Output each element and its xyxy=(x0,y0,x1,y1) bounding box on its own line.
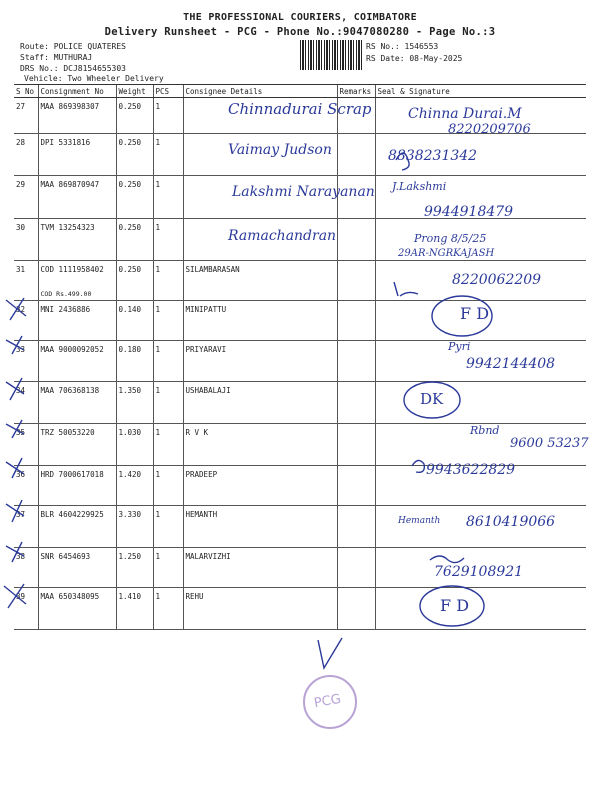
row-weight xyxy=(116,176,153,219)
row-consignment-no-text: DPI 5331816 xyxy=(40,138,91,147)
handwritten-signature: 8838231342 xyxy=(388,148,478,164)
row-consignee xyxy=(183,588,337,630)
handwritten-signature: Prong 8/5/25 xyxy=(414,232,487,245)
row-consignee-text: MINIPATTU xyxy=(185,305,227,314)
row-consignment-no xyxy=(38,98,116,134)
row-consignment-no xyxy=(38,261,116,301)
cod-amount: COD Rs.499.00 xyxy=(40,290,92,298)
row-weight xyxy=(116,548,153,588)
row-pcs xyxy=(153,588,183,630)
row-weight xyxy=(116,134,153,176)
company-title: THE PROFESSIONAL COURIERS, COIMBATORE xyxy=(183,12,417,23)
row-consignment-no xyxy=(38,219,116,261)
row-weight-text: 0.250 xyxy=(118,138,142,147)
row-sno xyxy=(14,548,38,588)
fd-stamp-text: F D xyxy=(460,304,490,323)
table-row xyxy=(14,424,586,466)
row-consignment-no-text: SNR 6454693 xyxy=(40,552,91,561)
dk-stamp-text: DK xyxy=(420,390,444,408)
row-sno-text: 39 xyxy=(16,592,26,601)
runsheet-title: Delivery Runsheet - PCG - Phone No.:9047080280 - Page No.:3 xyxy=(104,26,496,38)
row-sno xyxy=(14,424,38,466)
row-remarks xyxy=(337,134,375,176)
row-sno xyxy=(14,219,38,261)
row-remarks xyxy=(337,588,375,630)
row-weight-text: 1.030 xyxy=(118,428,142,437)
table-row xyxy=(14,301,586,341)
handwritten-signature: 29AR-NGRKAJASH xyxy=(398,248,495,259)
row-weight-text: 0.180 xyxy=(118,345,142,354)
handwritten-phone: 8220209706 xyxy=(448,122,531,137)
row-consignment-no-text: MAA 9000092052 xyxy=(40,345,104,354)
row-remarks xyxy=(337,261,375,301)
row-pcs xyxy=(153,134,183,176)
row-pcs xyxy=(153,466,183,506)
table-row xyxy=(14,588,586,630)
handwritten-consignee: Vaimay Judson xyxy=(228,142,332,158)
row-sno-text: 33 xyxy=(16,345,26,354)
row-consignee-text: R V K xyxy=(185,428,209,437)
row-weight-text: 1.350 xyxy=(118,386,142,395)
row-sno-text: 36 xyxy=(16,470,26,479)
col-weight: Weight xyxy=(116,85,153,98)
row-consignment-no xyxy=(38,301,116,341)
row-pcs xyxy=(153,341,183,382)
row-consignee-text: MALARVIZHI xyxy=(185,552,231,561)
row-consignment-no-text: HRD 7000617018 xyxy=(40,470,104,479)
row-sno-text: 28 xyxy=(16,138,26,147)
row-signature xyxy=(375,588,586,630)
row-weight xyxy=(116,341,153,382)
row-consignee-text: PRADEEP xyxy=(185,470,218,479)
row-consignment-no-text: BLR 4604229925 xyxy=(40,510,104,519)
row-weight xyxy=(116,261,153,301)
row-sno xyxy=(14,261,38,301)
row-remarks xyxy=(337,424,375,466)
row-consignee xyxy=(183,301,337,341)
row-weight xyxy=(116,588,153,630)
row-sno xyxy=(14,588,38,630)
handwritten-phone: 9944918479 xyxy=(424,204,514,220)
row-consignee xyxy=(183,424,337,466)
col-remarks: Remarks xyxy=(337,85,375,98)
route-label: Route: POLICE QUATERES xyxy=(20,42,126,51)
row-weight-text: 1.410 xyxy=(118,592,142,601)
row-consignment-no-text: MNI 2436886 xyxy=(40,305,91,314)
row-pcs-text: 1 xyxy=(155,386,161,395)
row-pcs-text: 1 xyxy=(155,265,161,274)
handwritten-phone: 7629108921 xyxy=(434,564,524,580)
row-consignment-no xyxy=(38,424,116,466)
row-consignment-no xyxy=(38,176,116,219)
row-weight-text: 0.250 xyxy=(118,180,142,189)
staff-label: Staff: MUTHURAJ xyxy=(20,53,93,62)
rs-number: RS No.: 1546553 xyxy=(366,42,439,51)
row-pcs-text: 1 xyxy=(155,223,161,232)
handwritten-phone: 9942144408 xyxy=(466,356,556,372)
row-pcs-text: 1 xyxy=(155,428,161,437)
row-pcs-text: 1 xyxy=(155,592,161,601)
row-remarks xyxy=(337,341,375,382)
row-weight-text: 1.420 xyxy=(118,470,142,479)
row-consignment-no-text: TVM 13254323 xyxy=(40,223,95,232)
row-pcs xyxy=(153,176,183,219)
row-consignment-no xyxy=(38,466,116,506)
row-pcs-text: 1 xyxy=(155,102,161,111)
row-pcs-text: 1 xyxy=(155,470,161,479)
row-remarks xyxy=(337,506,375,548)
row-pcs xyxy=(153,219,183,261)
row-pcs-text: 1 xyxy=(155,180,161,189)
row-sno-text: 27 xyxy=(16,102,26,111)
row-remarks xyxy=(337,466,375,506)
drs-number: DRS No.: DCJ8154655303 xyxy=(20,64,126,73)
row-pcs xyxy=(153,506,183,548)
row-consignment-no-text: MAA 869870947 xyxy=(40,180,100,189)
row-consignee xyxy=(183,548,337,588)
row-sno xyxy=(14,382,38,424)
row-consignee-text: HEMANTH xyxy=(185,510,218,519)
row-consignment-no-text: MAA 650348095 xyxy=(40,592,100,601)
row-pcs-text: 1 xyxy=(155,138,161,147)
row-consignee-text: PRIYARAVI xyxy=(185,345,227,354)
row-consignee xyxy=(183,506,337,548)
row-weight-text: 0.140 xyxy=(118,305,142,314)
fd-stamp-text: F D xyxy=(440,596,470,615)
row-consignment-no xyxy=(38,382,116,424)
handwritten-signature: Pyri xyxy=(448,340,471,353)
handwritten-phone: 9943622829 xyxy=(426,462,516,478)
handwritten-consignee: Lakshmi Narayanan xyxy=(232,184,375,200)
row-weight xyxy=(116,506,153,548)
row-remarks xyxy=(337,301,375,341)
pcg-seal-text: PCG xyxy=(312,691,343,712)
row-pcs-text: 1 xyxy=(155,552,161,561)
row-pcs xyxy=(153,301,183,341)
row-remarks xyxy=(337,382,375,424)
vehicle-label: Vehicle: Two Wheeler Delivery xyxy=(24,74,164,83)
col-seal-signature: Seal & Signature xyxy=(375,85,586,98)
col-pcs: PCS xyxy=(153,85,183,98)
row-pcs-text: 1 xyxy=(155,510,161,519)
row-consignment-no xyxy=(38,588,116,630)
handwritten-phone: 9600 53237 xyxy=(510,436,589,451)
table-header-row xyxy=(14,85,586,98)
handwritten-signature: Hemanth xyxy=(398,516,441,526)
row-consignee-text: USHABALAJI xyxy=(185,386,231,395)
row-pcs xyxy=(153,548,183,588)
handwritten-phone: 8220062209 xyxy=(452,272,542,288)
row-weight xyxy=(116,466,153,506)
row-weight xyxy=(116,98,153,134)
row-sno-text: 35 xyxy=(16,428,26,437)
row-weight-text: 3.330 xyxy=(118,510,142,519)
row-sno xyxy=(14,98,38,134)
handwritten-consignee: Ramachandran xyxy=(228,228,337,244)
row-pcs xyxy=(153,98,183,134)
row-consignment-no-text: TRZ 50053220 xyxy=(40,428,95,437)
row-pcs xyxy=(153,382,183,424)
barcode xyxy=(300,40,362,70)
row-pcs xyxy=(153,424,183,466)
row-pcs-text: 1 xyxy=(155,345,161,354)
row-sno xyxy=(14,301,38,341)
rs-date: RS Date: 08-May-2025 xyxy=(366,54,463,63)
row-weight xyxy=(116,382,153,424)
row-consignee xyxy=(183,382,337,424)
row-sno-text: 30 xyxy=(16,223,26,232)
table-row xyxy=(14,382,586,424)
row-sno-text: 31 xyxy=(16,265,26,274)
row-pcs xyxy=(153,261,183,301)
handwritten-signature: Chinna Durai.M xyxy=(408,106,522,122)
row-sno xyxy=(14,466,38,506)
handwritten-signature: Rbnd xyxy=(470,424,500,437)
row-sno xyxy=(14,341,38,382)
row-consignment-no xyxy=(38,134,116,176)
row-sno-text: 29 xyxy=(16,180,26,189)
row-weight xyxy=(116,219,153,261)
row-consignee xyxy=(183,341,337,382)
row-consignment-no xyxy=(38,341,116,382)
row-consignment-no-text: MAA 706368138 xyxy=(40,386,100,395)
row-sno xyxy=(14,134,38,176)
handwritten-phone: 8610419066 xyxy=(466,514,556,530)
row-weight-text: 0.250 xyxy=(118,223,142,232)
col-sno: S No xyxy=(14,85,38,98)
row-remarks xyxy=(337,548,375,588)
row-sno-text: 32 xyxy=(16,305,26,314)
row-consignee xyxy=(183,466,337,506)
row-sno-text: 34 xyxy=(16,386,26,395)
row-sno-text: 37 xyxy=(16,510,26,519)
row-signature xyxy=(375,382,586,424)
row-weight-text: 0.250 xyxy=(118,102,142,111)
col-consignment-no: Consignment No xyxy=(38,85,116,98)
row-consignment-no xyxy=(38,506,116,548)
row-weight xyxy=(116,301,153,341)
row-remarks xyxy=(337,219,375,261)
row-sno-text: 38 xyxy=(16,552,26,561)
row-sno xyxy=(14,176,38,219)
row-consignee-text: SILAMBARASAN xyxy=(185,265,240,274)
row-consignment-no-text: COD 1111958402 xyxy=(40,265,104,274)
row-consignment-no-text: MAA 869398307 xyxy=(40,102,100,111)
row-weight xyxy=(116,424,153,466)
row-weight-text: 0.250 xyxy=(118,265,142,274)
handwritten-consignee: Chinnadurai Scrap xyxy=(228,100,372,118)
row-consignee xyxy=(183,261,337,301)
row-weight-text: 1.250 xyxy=(118,552,142,561)
row-sno xyxy=(14,506,38,548)
row-consignment-no xyxy=(38,548,116,588)
col-consignee-details: Consignee Details xyxy=(183,85,337,98)
row-consignee-text: REHU xyxy=(185,592,204,601)
row-pcs-text: 1 xyxy=(155,305,161,314)
handwritten-signature: J.Lakshmi xyxy=(392,180,447,193)
tick-mark xyxy=(318,638,342,668)
